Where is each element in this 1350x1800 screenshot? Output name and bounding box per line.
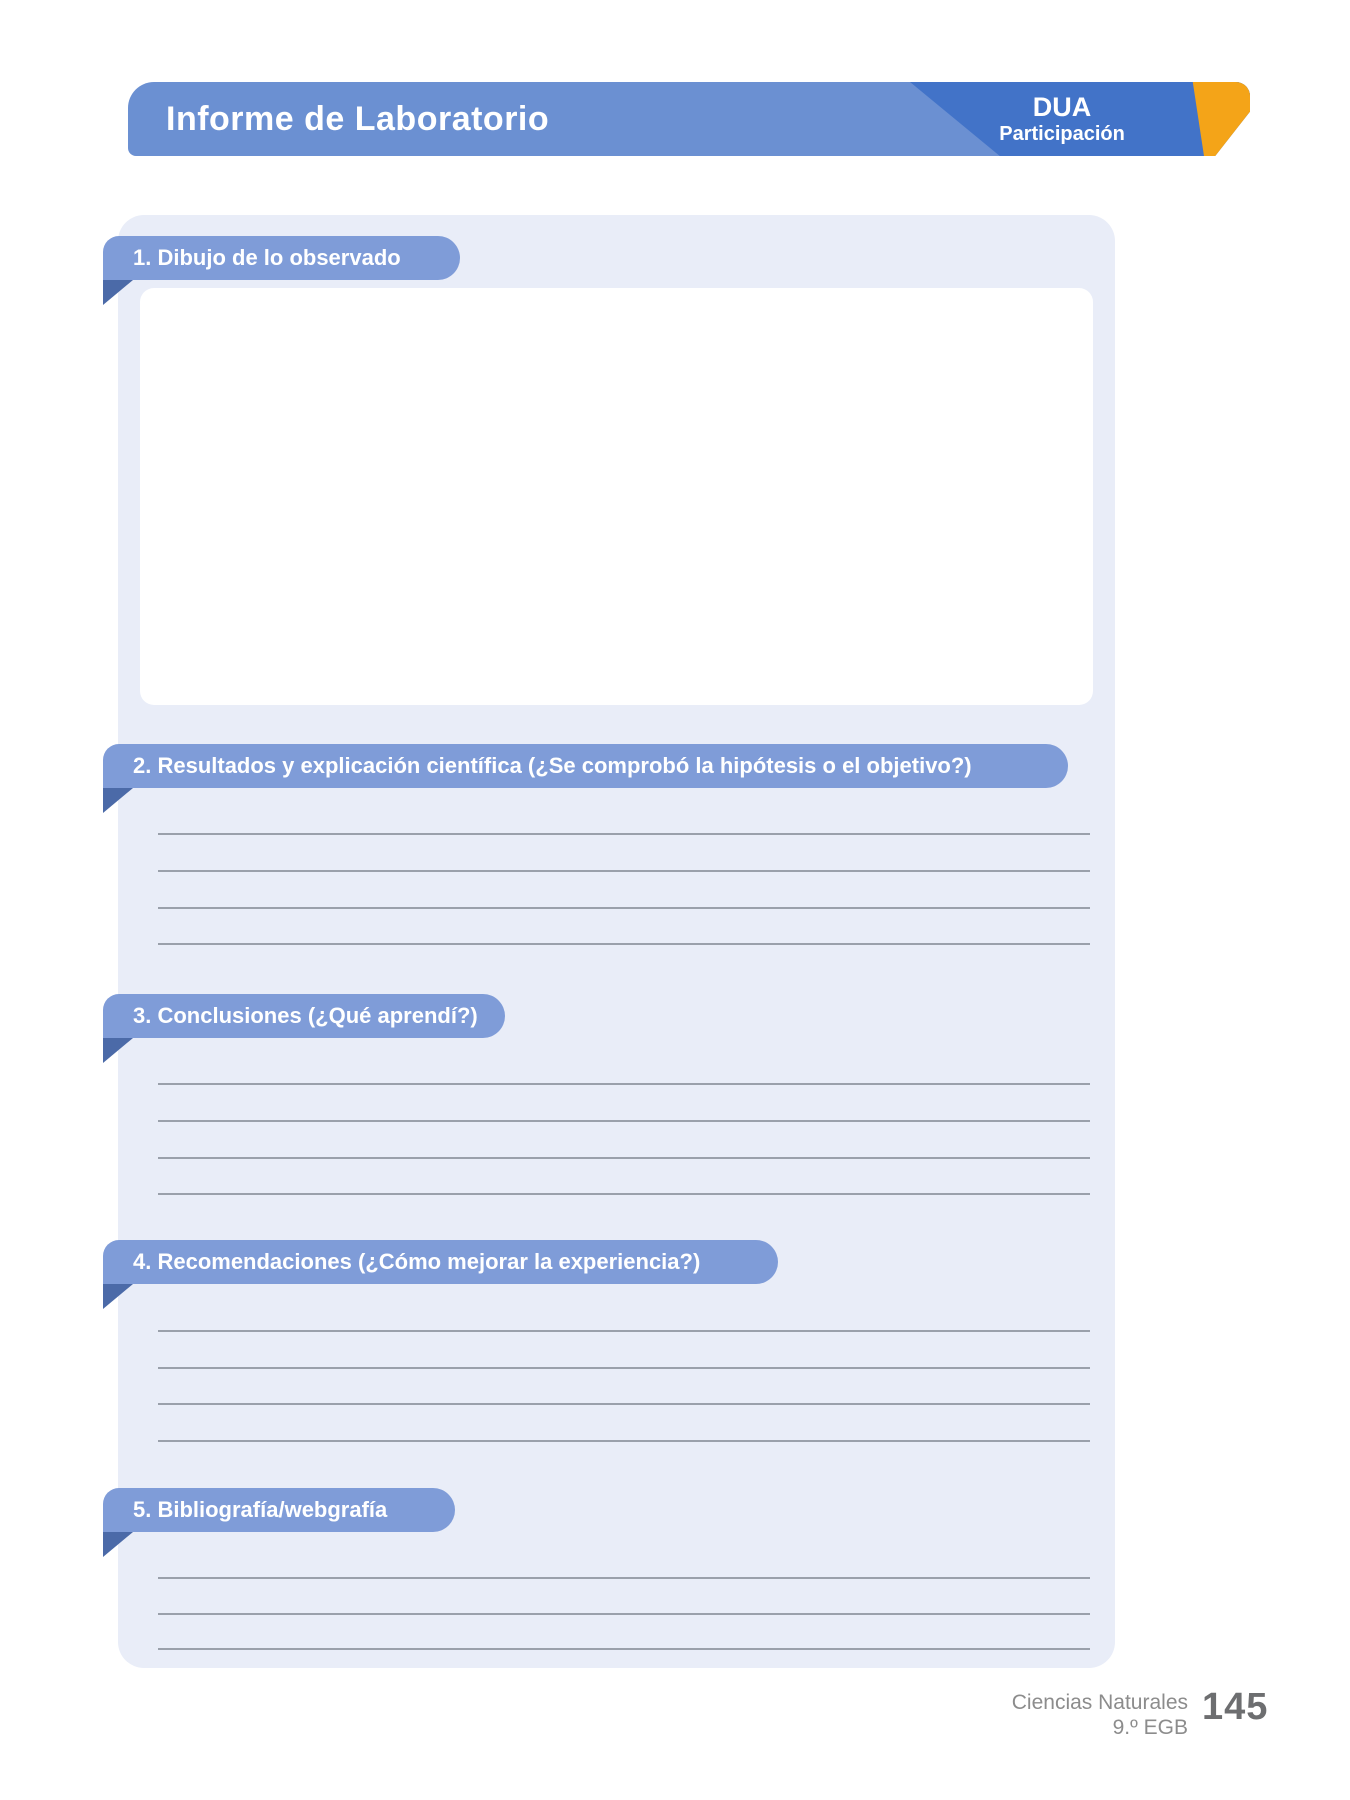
drawing-area[interactable]: [140, 288, 1093, 705]
answer-line[interactable]: [158, 1083, 1090, 1085]
answer-line[interactable]: [158, 1120, 1090, 1122]
section-label: 4. Recomendaciones (¿Cómo mejorar la experiencia?): [133, 1249, 701, 1274]
section-header-resultados: [103, 744, 1068, 788]
dua-badge-subtitle: Participación: [999, 122, 1125, 145]
section-label: 1. Dibujo de lo observado: [133, 245, 401, 270]
answer-line[interactable]: [158, 1330, 1090, 1332]
answer-line[interactable]: [158, 1648, 1090, 1650]
answer-line[interactable]: [158, 1403, 1090, 1405]
answer-line[interactable]: [158, 1613, 1090, 1615]
footer-grade: 9.º EGB: [1112, 1716, 1188, 1740]
pill-fold-icon: [103, 788, 133, 813]
pill-fold-icon: [103, 1038, 133, 1063]
footer-book-info: [1012, 1690, 1188, 1740]
section-label: 5. Bibliografía/webgrafía: [133, 1497, 388, 1522]
answer-line[interactable]: [158, 943, 1090, 945]
answer-line[interactable]: [158, 1193, 1090, 1195]
pill-fold-icon: [103, 1284, 133, 1309]
answer-line[interactable]: [158, 870, 1090, 872]
pill-fold-icon: [103, 280, 133, 305]
answer-line[interactable]: [158, 1367, 1090, 1369]
pill-fold-icon: [103, 1532, 133, 1557]
footer-subject: Ciencias Naturales: [1011, 1691, 1188, 1714]
section-label: 3. Conclusiones (¿Qué aprendí?): [133, 1003, 478, 1028]
section-header-bibliografia: [103, 1488, 455, 1532]
worksheet-panel: [118, 215, 1115, 1668]
section-label: 2. Resultados y explicación científica (¿Se comprobó la hipótesis o el objetivo?): [133, 753, 972, 778]
dua-badge-title: DUA: [1032, 92, 1092, 123]
answer-line[interactable]: [158, 907, 1090, 909]
section-header-recomendaciones: [103, 1240, 778, 1284]
page-title: Informe de Laboratorio: [166, 99, 550, 138]
answer-line[interactable]: [158, 1577, 1090, 1579]
page-number: 145: [1202, 1686, 1269, 1728]
answer-line[interactable]: [158, 1440, 1090, 1442]
answer-line[interactable]: [158, 1157, 1090, 1159]
section-header-conclusiones: [103, 994, 505, 1038]
header-banner: [128, 82, 1250, 156]
answer-line[interactable]: [158, 833, 1090, 835]
section-header-dibujo: [103, 236, 460, 280]
dua-badge: [936, 82, 1188, 156]
